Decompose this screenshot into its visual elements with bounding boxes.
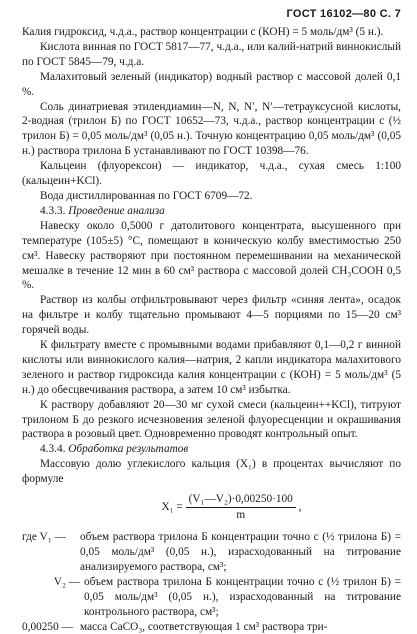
section-heading-results <box>22 442 401 457</box>
section-number: 4.3.4. <box>40 443 66 456</box>
definition-text: масса CaCO₃, соответствующая 1 см³ раствора три- <box>80 620 328 633</box>
paragraph-calcein: Кальцеин (флуорексон) — индикатор, ч.д.а., сухая смесь 1:100 (кальцеин+KCl). <box>22 160 401 188</box>
paragraph-mass-fraction: Массовую долю углекислого кальция (X₁) в процентах вычисляют по формуле <box>22 458 401 486</box>
definition-symbol: 0,00250 — <box>22 620 73 633</box>
section-title: Обработка результатов <box>68 443 189 456</box>
paragraph-filtration: Раствор из колбы отфильтровывают через фильтр «синяя лента», осадок на фильтре и колбу тщательно промывают 4—5 порциями по 15—20 см³ горячей воды. <box>22 294 401 337</box>
section-number: 4.3.3. <box>40 204 66 217</box>
definition-item <box>22 530 401 575</box>
definitions-list <box>22 530 401 634</box>
definition-text: объем раствора трилона Б концентрации точно с (½ трилона Б) = 0,05 моль/дм³ (0,05 н.), израсходованный на титрование анализируемого раствора, см³; <box>80 531 401 573</box>
definition-symbol: где V₁ — <box>22 531 66 544</box>
formula-numerator: (V₁—V₂)·0,00250·100 <box>186 492 296 508</box>
page-header: ГОСТ 16102—80 С. 7 <box>286 8 401 20</box>
formula-block <box>62 492 401 526</box>
formula-fraction <box>186 492 296 523</box>
definition-text: объем раствора трилона Б концентрации точно с (½ трилон Б) = 0,05 моль/дм³ (0,05 н.), израсходованный на титрование контрольного раствора, см³; <box>84 575 401 618</box>
formula-tail: , <box>298 501 302 514</box>
document-page <box>22 7 401 634</box>
paragraph-filtrate: К фильтрату вместе с промывными водами прибавляют 0,1—0,2 г винной кислоты или виннокислого калия—натрия, 2 капли индикатора малахитового зеленого и раствор гидроксида калия концентрации с (КОН) = 5 моль/дм³ (5 н.) до обесцвечивания раствора, а затем 10 см³ избытка. <box>22 339 401 396</box>
paragraph-sample: Навеску около 0,5000 г датолитового концентрата, высушенного при температуре (105±5) °С, помещают в коническую колбу вместимостью 250 см³. Навеску растворяют при постоянном перемешивании на механической мешалке в течение 12 мин в 60 см³ раствора с массовой долей CH₃COOH 0,5 %. <box>22 219 401 292</box>
formula-lhs: X₁ = <box>161 501 183 514</box>
definition-item <box>22 620 401 634</box>
paragraph-distilled-water: Вода дистиллированная по ГОСТ 6709—72. <box>40 189 253 202</box>
paragraph-koh: Калия гидроксид, ч.д.а., раствор концентрации с (КОН) = 5 моль/дм³ (5 н.). <box>22 26 384 38</box>
paragraph-malachite-green: Малахитовый зеленый (индикатор) водный раствор с массовой долей 0,1 %. <box>22 70 401 98</box>
paragraph-titration: К раствору добавляют 20—30 мг сухой смеси (кальцеин++KCl), титруют трилоном Б до резкого исчезновения зеленой флуоресценции и окрашивания раствора в розовый цвет. Одновременно проводят контрольный опыт. <box>22 398 401 441</box>
formula-denominator: m <box>236 509 246 521</box>
paragraph-trilon-b: Соль динатриевая этилендиамин—N, N, N′, N′—тетрауксусной кислоты, 2-водная (трилон Б) по ГОСТ 10652—73, ч.д.а., раствор концентрации с (½ трилон Б) = 0,05 моль/дм³ (0,05 н.). Точную концентрацию 0,05 моль/дм³ (0,05 н.) раствора трилона Б устанавливают по ГОСТ 10398—76. <box>22 100 401 158</box>
definition-symbol: V₂ — <box>53 575 80 588</box>
section-heading-analysis <box>22 204 401 219</box>
paragraph-tartaric-acid: Кислота винная по ГОСТ 5817—77, ч.д.а., или калий-натрий виннокислый по ГОСТ 5845—79, ч.д.а. <box>22 40 401 68</box>
section-title: Проведение анализа <box>68 204 165 217</box>
definition-item <box>22 575 401 620</box>
